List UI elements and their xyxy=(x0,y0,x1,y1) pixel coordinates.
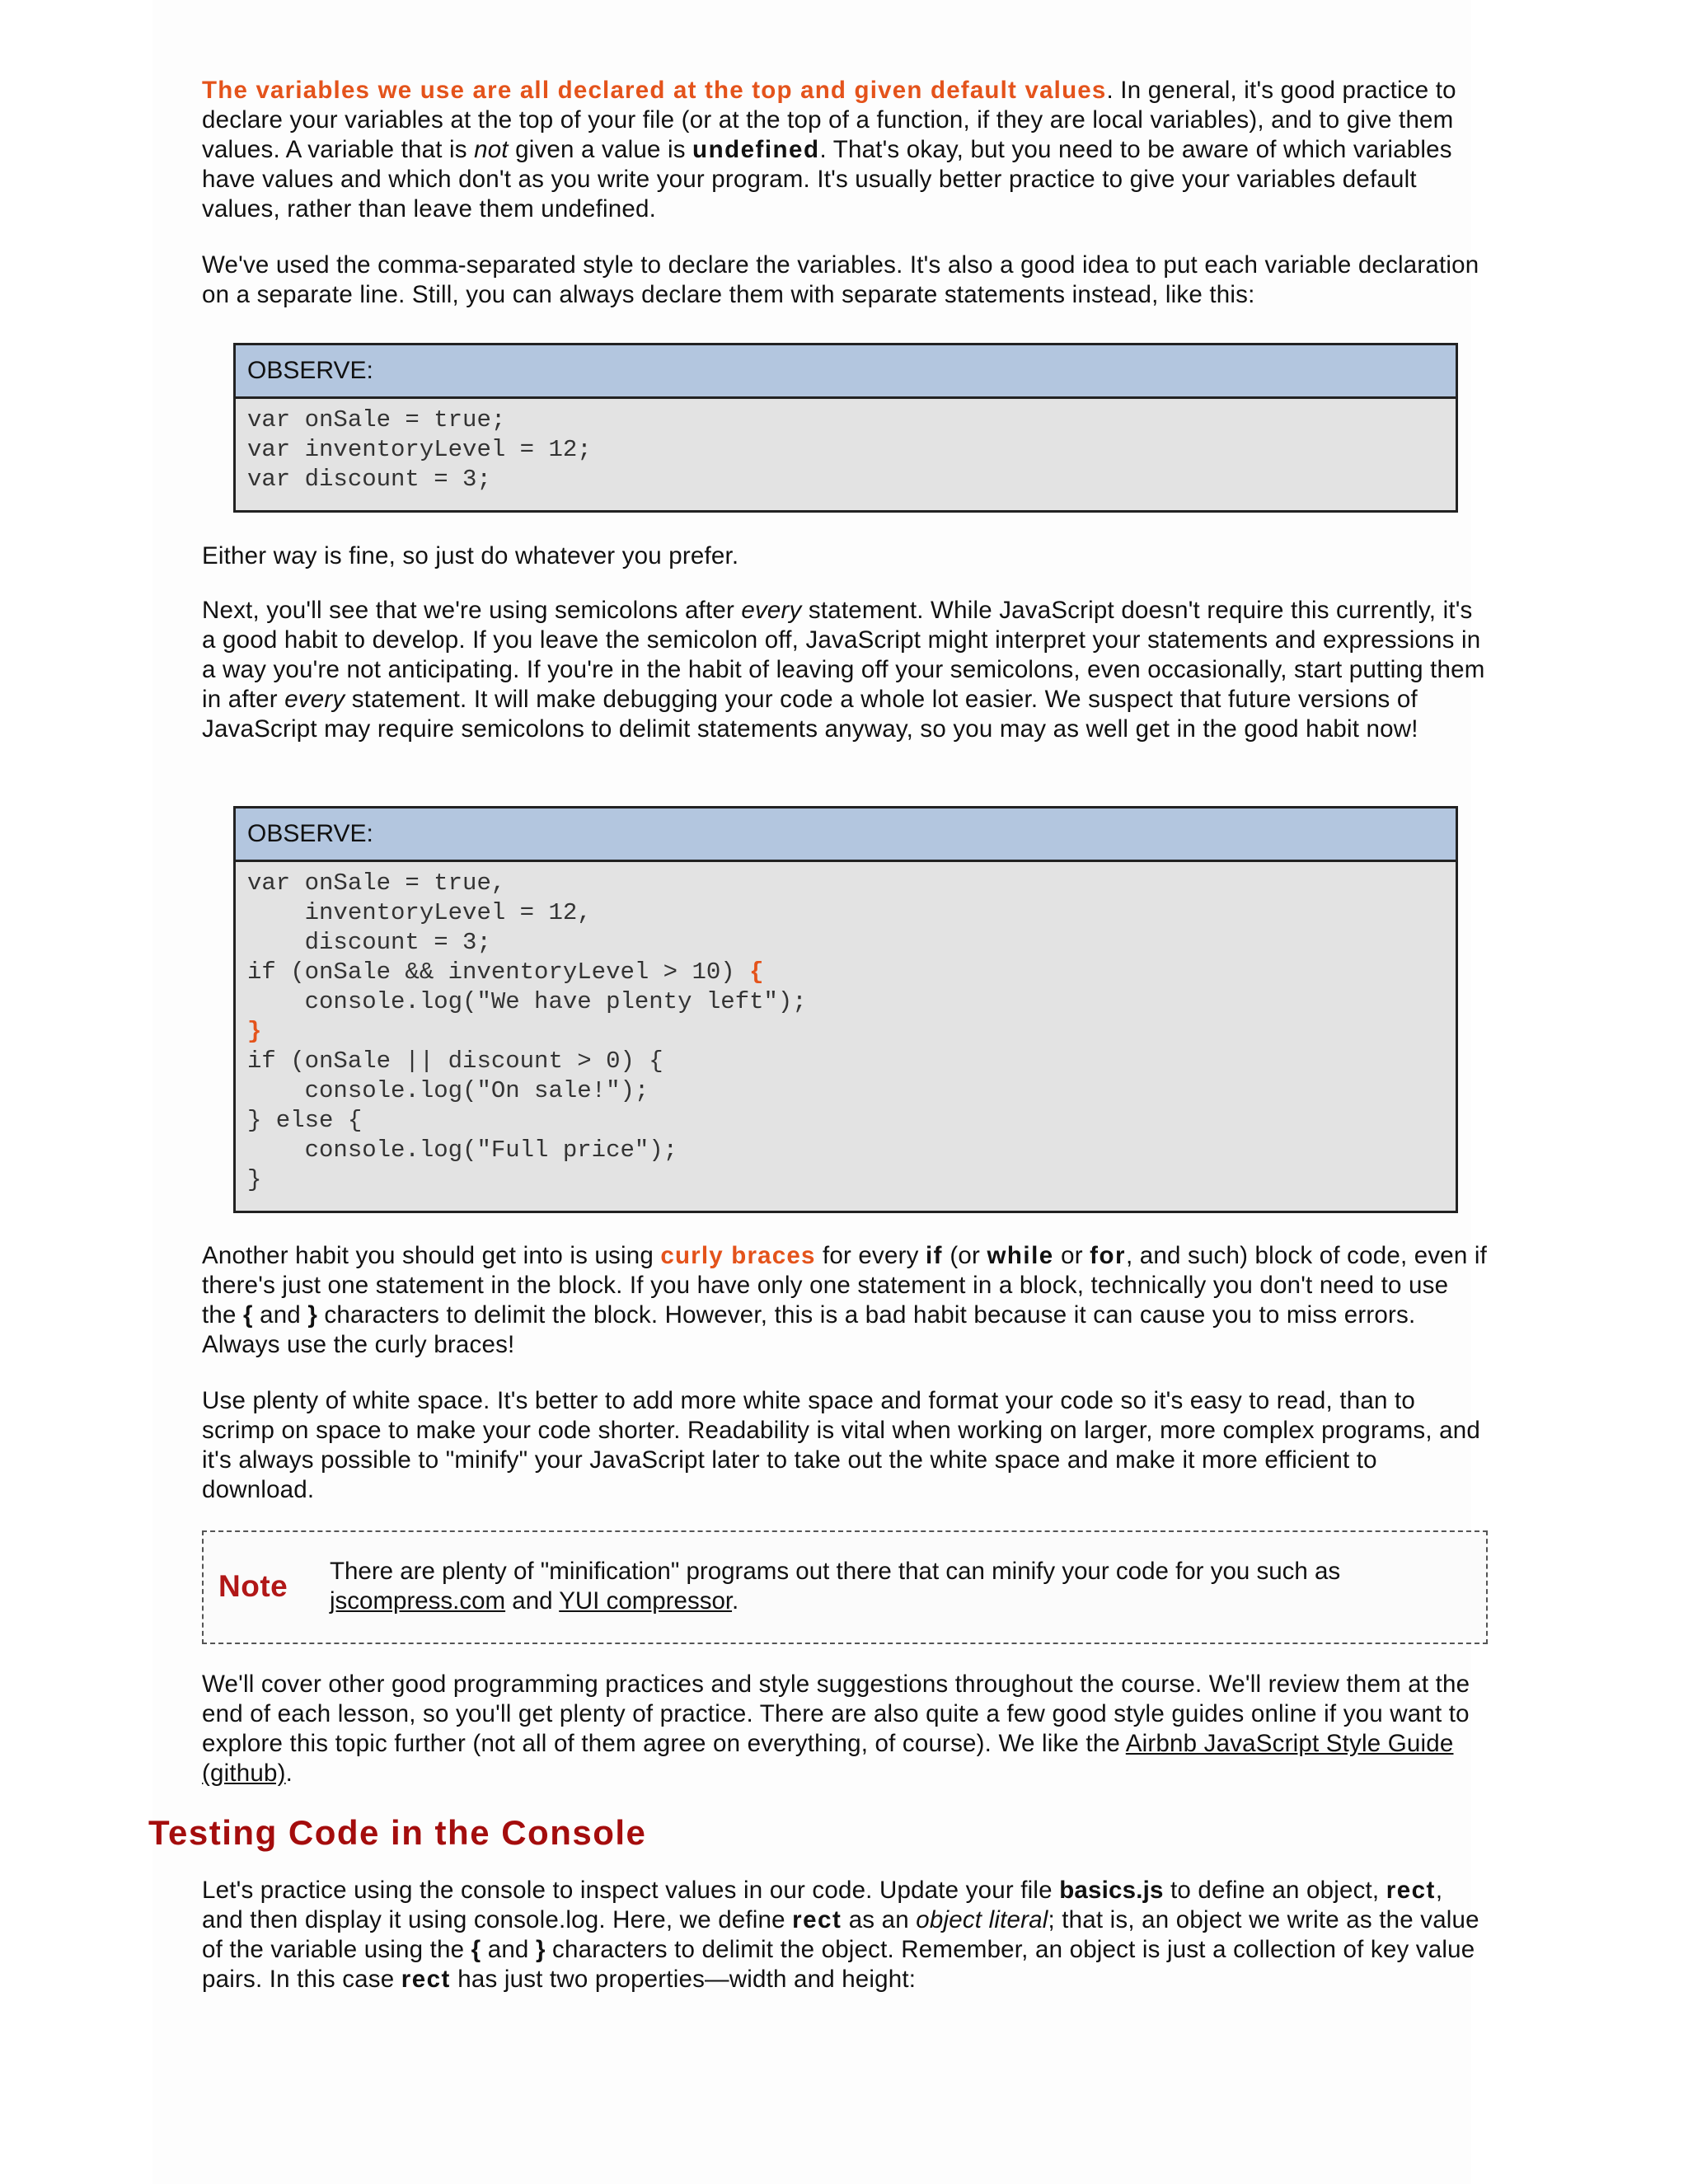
link-jscompress[interactable]: jscompress.com xyxy=(330,1587,506,1615)
code-block xyxy=(236,399,1456,501)
filename: basics.js xyxy=(1059,1877,1164,1904)
observe-box-conditionals xyxy=(233,806,1458,1213)
highlighted-brace: { xyxy=(749,958,764,986)
observe-header: OBSERVE: xyxy=(236,345,1456,399)
keyword-undefined: undefined xyxy=(692,136,820,163)
paragraph-comma-style: We've used the comma-separated style to declare the variables. It's also a good idea to put each variable declaration on a separate line. Still, you can always declare them with separate statements instead, like this: xyxy=(202,251,1479,308)
note-text: There are plenty of "minification" programs out there that can minify your code for you such as jscompress.com and YUI compressor. xyxy=(330,1558,1341,1615)
paragraph-console-practice: Let's practice using the console to inspect values in our code. Update your file basics.js to define an object, rect, and then display it using console.log. Here, we define rect as an object literal; that is, an object we write as the value of the variable using the { and } characters to delimit the object. Remember, an object is just a collection of key value pairs. In this case rect has just two properties—width and height: xyxy=(202,1877,1479,1993)
note-box xyxy=(202,1530,1488,1644)
paragraph-style-guides: We'll cover other good programming practices and style suggestions throughout the course. We'll review them at the end of each lesson, so you'll get plenty of practice. There are also quite a few good style guides online if you want to explore this topic further (not all of them agree on everything, of course). We like the Airbnb JavaScript Style Guide (github). xyxy=(202,1671,1470,1787)
link-airbnb-style-guide[interactable]: Airbnb JavaScript Style Guide (github) xyxy=(202,1730,1454,1787)
paragraph-either-way: Either way is fine, so just do whatever you prefer. xyxy=(202,542,739,569)
highlight-curly-braces: curly braces xyxy=(660,1242,816,1269)
observe-box-separate-statements xyxy=(233,343,1458,513)
code-line: var onSale = true; xyxy=(247,406,506,434)
link-yui-compressor[interactable]: YUI compressor xyxy=(559,1587,733,1615)
paragraph-semicolons: Next, you'll see that we're using semicolons after every statement. While JavaScript doesn't require this currently, it's a good habit to develop. If you leave the semicolon off, JavaScript might interpret your statements and expressions in a way you're not anticipating. If you're in the habit of leaving off your semicolons, even occasionally, start putting them in after every statement. It will make debugging your code a whole lot easier. We suspect that future versions of JavaScript may require semicolons to delimit statements anyway, so you may as well get in the good habit now! xyxy=(202,597,1485,743)
section-heading: Testing Code in the Console xyxy=(148,1813,647,1852)
highlight-text: The variables we use are all declared at the top and given default values xyxy=(202,77,1107,104)
paragraph-white-space: Use plenty of white space. It's better to add more white space and format your code so it's easy to read, than to scrimp on space to make your code shorter. Readability is vital when working on larger, more complex programs, and it's always possible to "minify" your JavaScript later to take out the white space and make it more efficient to download. xyxy=(202,1387,1480,1503)
code-block: var onSale = true, inventoryLevel = 12, discount = 3; if (onSale && inventoryLevel > 10) { console.log("We have plenty left"); } if (onSale || discount > 0) { console.log("On sale!"); } else { console.log("Full price"); } xyxy=(247,869,807,1193)
paragraph-curly-braces: Another habit you should get into is using curly braces for every if (or while or for, and such) block of code, even if there's just one statement in the block. If you have only one statement in a block, technically you don't need to use the { and } characters to delimit the block. However, this is a bad habit because it can cause you to miss errors. Always use the curly braces! xyxy=(202,1242,1488,1358)
observe-header: OBSERVE: xyxy=(236,808,1456,862)
paragraph-variables-defaults: The variables we use are all declared at the top and given default values. In general, it's good practice to declare your variables at the top of your file (or at the top of a function, if they are local variables), and to give them values. A variable that is not given a value is undefined. That's okay, but you need to be aware of which variables have values and which don't as you write your program. It's usually better practice to give your variables default values, rather than leave them undefined. xyxy=(202,77,1456,223)
highlighted-brace: } xyxy=(247,1018,262,1045)
code-line: var inventoryLevel = 12; xyxy=(247,436,592,463)
note-label: Note xyxy=(218,1569,288,1603)
code-line: var discount = 3; xyxy=(247,466,491,493)
left-margin xyxy=(0,0,152,2184)
